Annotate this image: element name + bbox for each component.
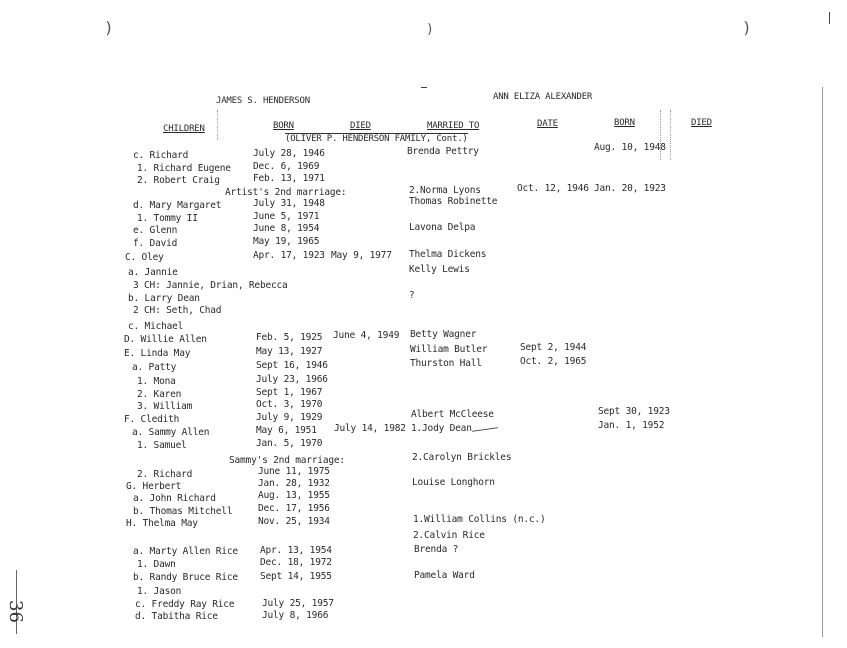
col-header-children: CHILDREN [163,124,205,134]
child-name: b. Thomas Mitchell [133,506,233,517]
spouse-born-date: Jan. 20, 1923 [594,183,666,194]
child-name: 2. Robert Craig [137,175,220,186]
child-name: 1. Dawn [137,559,176,570]
col-header-spouse-born: BORN [614,118,635,128]
married-to: Thomas Robinette [409,196,498,207]
born-date: Feb. 5, 1925 [256,332,323,343]
born-date: July 9, 1929 [256,412,323,423]
married-to: Brenda Pettry [407,146,479,157]
married-to: 1.William Collins (n.c.) [413,514,546,525]
child-name: 1. Jason [137,586,182,597]
married-to: Thurston Hall [410,358,482,369]
born-date: Jan. 5, 1970 [256,438,323,449]
scan-mark [421,87,427,88]
child-name: 3. William [137,401,193,412]
column-guide [670,110,671,160]
born-date: Dec. 6, 1969 [253,161,320,172]
child-name: H. Thelma May [126,518,198,529]
marriage-date: Oct. 2, 1965 [520,356,587,367]
col-header-spouse-died: DIED [691,118,712,128]
child-name: C. Oley [125,252,164,263]
married-to: 2.Calvin Rice [413,530,485,541]
born-date: May 6, 1951 [256,425,317,436]
died-date: July 14, 1982 [334,423,406,434]
child-name: e. Glenn [133,225,178,236]
born-date: June 5, 1971 [253,211,320,222]
born-date: June 11, 1975 [258,466,330,477]
scan-mark: ) [742,18,752,37]
child-name: d. Mary Margaret [133,200,222,211]
child-name: c. Freddy Ray Rice [135,599,235,610]
scan-edge [822,87,823,637]
married-to: 2.Carolyn Brickles [412,452,512,463]
married-to: Brenda ? [414,544,459,555]
wife-name: ANN ELIZA ALEXANDER [493,92,593,102]
col-header-born: BORN [273,121,294,131]
born-date: Oct. 3, 1970 [256,399,323,410]
born-date: Dec. 17, 1956 [258,503,330,514]
child-name: c. Michael [128,321,184,332]
handwritten-page-number: 36 [5,600,26,623]
scan-mark: ) [104,18,114,37]
spouse-born-date: Jan. 1, 1952 [598,420,665,431]
child-name: G. Herbert [126,481,182,492]
married-to: Betty Wagner [410,329,477,340]
child-name: b. Randy Bruce Rice [133,572,238,583]
born-date: Sept 16, 1946 [256,360,328,371]
child-name: F. Cledith [124,414,180,425]
married-to: Pamela Ward [414,570,475,581]
marriage-note: Artist's 2nd marriage: [225,187,347,198]
born-date: Dec. 18, 1972 [260,557,332,568]
spouse-born-date: Sept 30, 1923 [598,406,670,417]
married-to: Kelly Lewis [409,264,470,275]
died-date: May 9, 1977 [331,250,392,261]
scan-mark: ) [426,22,434,37]
family-note: (OLIVER P. HENDERSON FAMILY, Cont.) [285,134,468,144]
died-date: June 4, 1949 [333,330,400,341]
child-name: a. Jannie [128,267,178,278]
born-date: May 13, 1927 [256,346,323,357]
married-to: 1.Jody Dean [411,423,472,434]
born-date: Apr. 17, 1923 [253,250,325,261]
child-name: a. Marty Allen Rice [133,546,238,557]
born-date: May 19, 1965 [253,236,320,247]
col-header-married-to: MARRIED TO [427,121,480,131]
child-name: 1. Richard Eugene [137,163,231,174]
married-to: Lavona Delpa [409,222,476,233]
child-name: 1. Mona [137,376,176,387]
child-name: f. David [133,238,178,249]
born-date: Feb. 13, 1971 [253,173,325,184]
born-date: June 8, 1954 [253,223,320,234]
col-header-date: DATE [537,119,558,129]
child-name: 2. Richard [137,469,193,480]
married-to: ? [409,290,415,301]
married-to: William Butler [410,344,488,355]
marriage-date: Oct. 12, 1946 [517,183,589,194]
child-name: d. Tabitha Rice [135,611,218,622]
born-date: Jan. 28, 1932 [258,478,330,489]
child-name: 2. Karen [137,389,182,400]
married-to: Louise Longhorn [412,477,495,488]
children-note: 2 CH: Seth, Chad [133,305,222,316]
column-guide [217,110,218,140]
child-name: b. Larry Dean [128,293,200,304]
marriage-note: Sammy's 2nd marriage: [229,455,345,466]
child-name: 1. Samuel [137,440,187,451]
born-date: July 31, 1948 [253,198,325,209]
born-date: July 8, 1966 [262,610,329,621]
scan-mark [829,12,830,24]
child-name: E. Linda May [124,348,191,359]
born-date: July 23, 1966 [256,374,328,385]
child-name: a. John Richard [133,493,216,504]
born-date: Aug. 13, 1955 [258,490,330,501]
married-to: 2.Norma Lyons [409,185,481,196]
born-date: Apr. 13, 1954 [260,545,332,556]
born-date: July 25, 1957 [262,598,334,609]
born-date: Nov. 25, 1934 [258,516,330,527]
child-name: a. Sammy Allen [132,427,210,438]
marriage-date: Sept 2, 1944 [520,342,587,353]
spouse-born-date: Aug. 10, 1948 [594,142,666,153]
children-note: 3 CH: Jannie, Drian, Rebecca [133,280,288,291]
husband-name: JAMES S. HENDERSON [216,96,310,106]
born-date: July 28, 1946 [253,148,325,159]
married-to: Thelma Dickens [409,249,487,260]
child-name: 1. Tommy II [137,213,198,224]
born-date: Sept 1, 1967 [256,387,323,398]
col-header-died: DIED [350,121,371,131]
born-date: Sept 14, 1955 [260,571,332,582]
child-name: c. Richard [133,150,189,161]
married-to: Albert McCleese [411,409,494,420]
pen-stroke [472,427,498,432]
child-name: D. Willie Allen [124,334,207,345]
child-name: a. Patty [132,362,177,373]
